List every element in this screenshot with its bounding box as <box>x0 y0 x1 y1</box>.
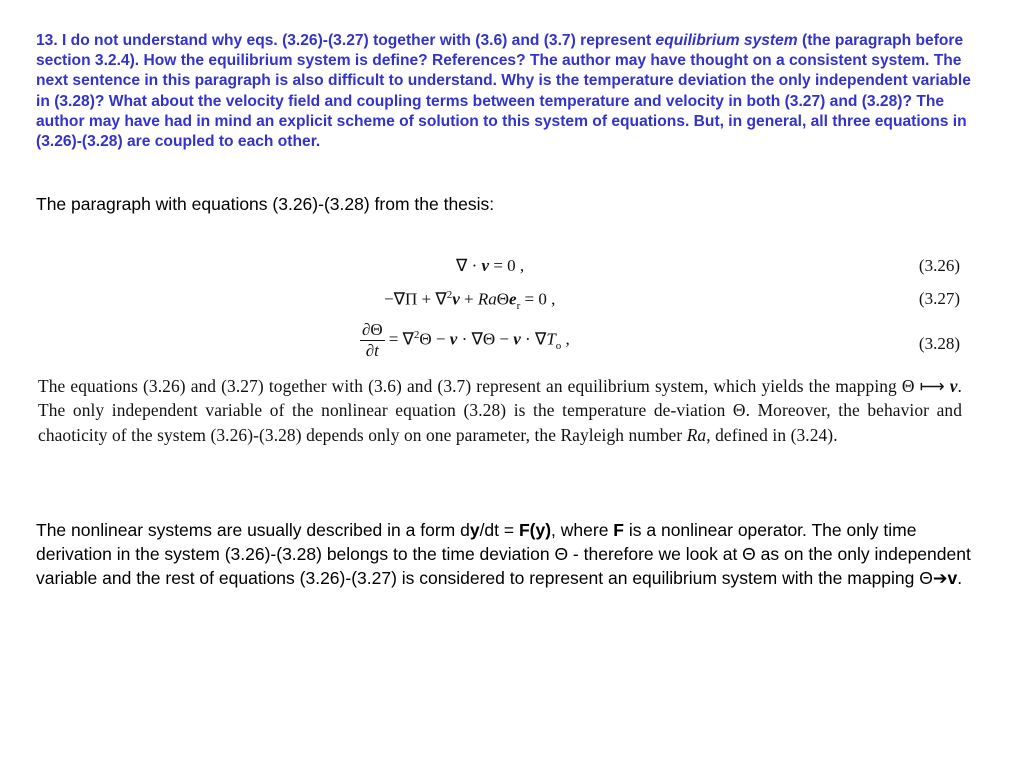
intro-line: The paragraph with equations (3.26)-(3.28) from the thesis: <box>36 194 495 214</box>
comment-emphasis: equilibrium system <box>655 32 798 49</box>
arrow-icon: ➔ <box>932 568 948 588</box>
equation-body: ∇ · v = 0 , <box>456 256 525 275</box>
equation-3-28 <box>38 320 962 366</box>
comment-text-start: 13. I do not understand why eqs. (3.26)-(3.27) together with (3.6) and (3.7) represent <box>36 32 656 49</box>
equation-body: −∇Π + ∇$^2$v + RaΘe$_r$ = 0 , <box>384 289 556 313</box>
equation-number: (3.26) <box>918 256 960 275</box>
comment-text-rest: (the paragraph before section 3.2.4). How the equilibrium system is define? References? The author may have thought on a consistent system. The next sentence in this paragraph is also difficult to understand. Why is the temperature deviation the only independent variable in (3.28)? What about the velocity field and coupling terms between temperature and velocity in both (3.27) and (3.28)? The author may have had in mind an explicit scheme of solution to this system of equations. But, in general, all three equations in (3.26)-(3.28) are coupled to each other. <box>36 32 971 151</box>
equation-number: (3.28) <box>918 334 960 353</box>
equation-body: $\frac{\partial\Theta}{\partial t}$ = $\nabla^2\Theta - v \cdot \nabla\Theta - v \cdot \nabla T_o$ , <box>362 320 570 360</box>
review-comment <box>36 31 976 152</box>
excerpt-paragraph: The equations (3.26) and (3.27) together with (3.6) and (3.7) represent an equilibrium system, which yields the mapping Θ ⟼ v. The only independent variable of the nonlinear equation (3.28) is the temperature de-viation Θ. Moreover, the behavior and chaoticity of the system (3.26)-(3.28) depends only on one parameter, the Rayleigh number Ra, defined in (3.24). <box>38 376 962 445</box>
equation-number: (3.27) <box>918 289 960 308</box>
author-reply: The nonlinear systems are usually described in a form dy/dt = F(y), where F is a nonlinear operator. The only time derivation in the system (3.26)-(3.28) belongs to the time deviation Θ - therefore we look at Θ as on the only independent variable and the rest of equations (3.26)-(3.27) is considered to represent an equilibrium system with the mapping Θ➔v. <box>36 520 971 588</box>
time-derivative-fraction: $\frac{\partial\Theta}{\partial t}$ <box>362 320 383 360</box>
